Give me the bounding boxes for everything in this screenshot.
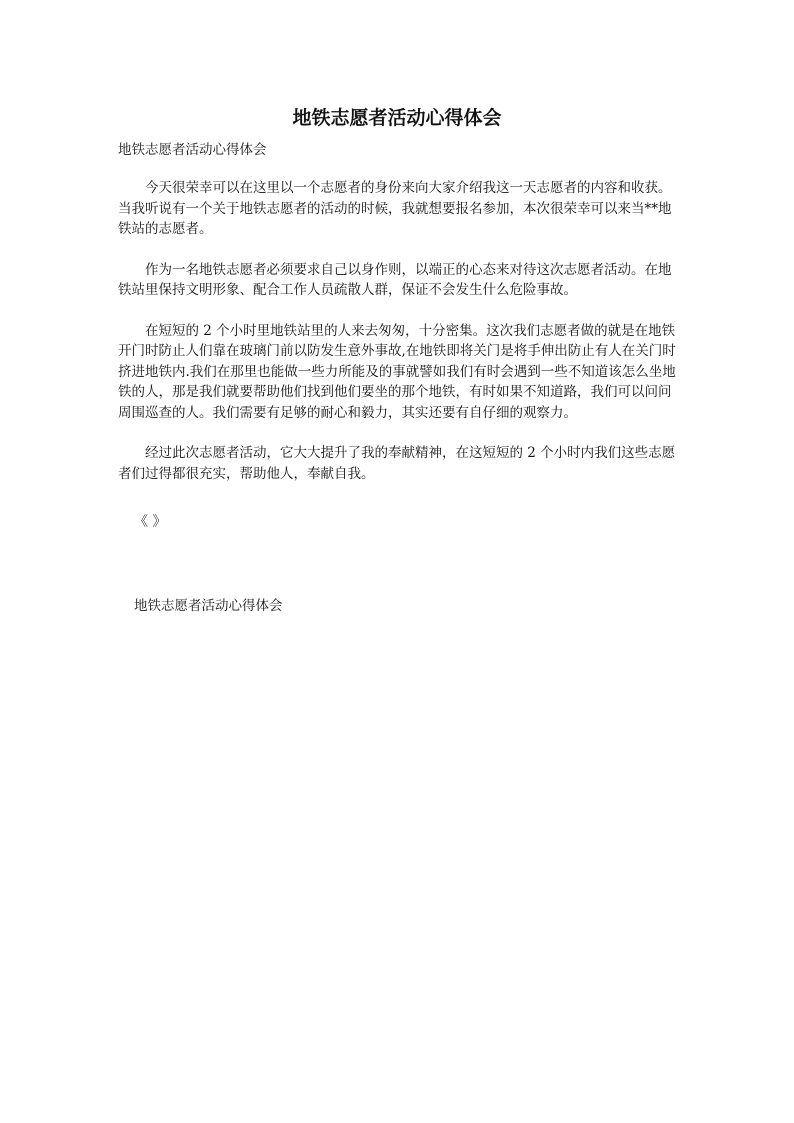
document-subtitle: 地铁志愿者活动心得体会	[118, 142, 267, 158]
angle-quote-marks: 《 》	[134, 514, 167, 530]
document-body	[118, 178, 684, 504]
paragraph-2: 作为一名地铁志愿者必须要求自己以身作则，以端正的心态来对待这次志愿者活动。在地铁站里保持文明形象、配合工作人员疏散人群，保证不会发生什么危险事故。	[118, 261, 672, 298]
document-footer-title: 地铁志愿者活动心得体会	[134, 598, 283, 614]
paragraph-3: 在短短的 2 个小时里地铁站里的人来去匆匆，十分密集。这次我们志愿者做的就是在地铁开门时防止人们靠在玻璃门前以防发生意外事故,在地铁即将关门是将手伸出防止有人在关门时挤进地铁内.我们在那里也能做一些力所能及的事就譬如我们有时会遇到一些不知道该怎么坐地铁的人，那是我们就要帮助他们找到他们要坐的那个地铁，有时如果不知道路，我们可以问问周围巡查的人。我们需要有足够的耐心和毅力，其实还要有自仔细的观察力。	[118, 322, 676, 421]
paragraph-1: 今天很荣幸可以在这里以一个志愿者的身份来向大家介绍我这一天志愿者的内容和收获。当我听说有一个关于地铁志愿者的活动的时候，我就想要报名参加，本次很荣幸可以来当**地铁站的志愿者。	[118, 180, 672, 237]
document-title: 地铁志愿者活动心得体会	[292, 107, 502, 129]
paragraph-4: 经过此次志愿者活动，它大大提升了我的奉献精神，在这短短的 2 个小时内我们这些志愿者们过得都很充实，帮助他人，奉献自我。	[118, 445, 676, 482]
